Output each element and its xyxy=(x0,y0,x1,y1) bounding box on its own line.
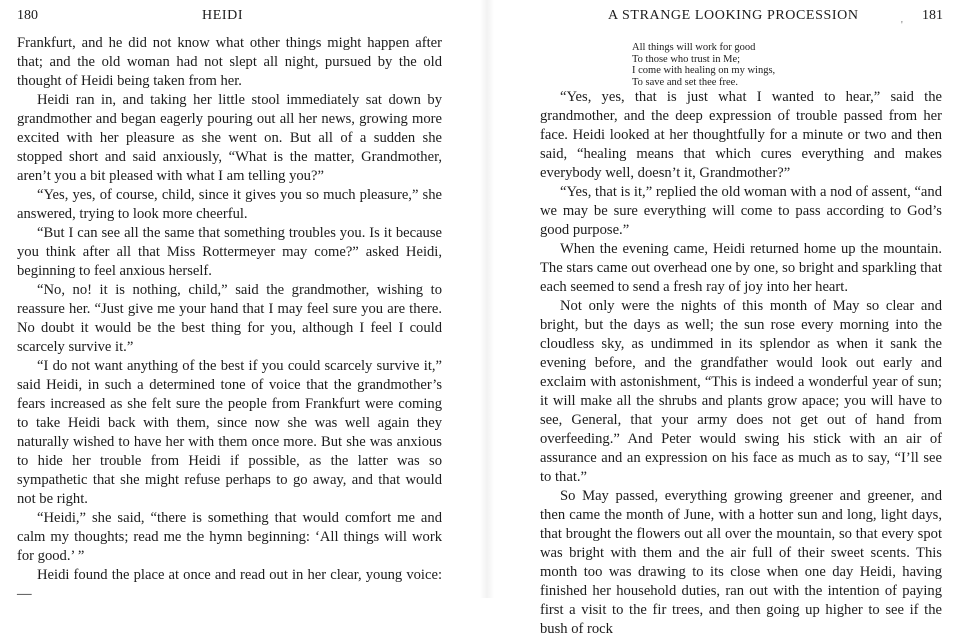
paragraph: “No, no! it is nothing, child,” said the grandmother, wishing to reassure her. “Just give me your hand that I may feel sure you are there. No doubt it would be the best thing for you, although I feel I could scarcely survive it.” xyxy=(17,282,442,355)
paragraph: Heidi found the place at once and read out in her clear, young voice:— xyxy=(17,567,442,602)
page-number: 181 xyxy=(922,8,943,23)
book-gutter xyxy=(480,0,494,598)
paragraph: “But I can see all the same that something troubles you. Is it because you think after all that Miss Rottermeyer may come?” asked Heidi, beginning to feel anxious herself. xyxy=(17,225,442,279)
paragraph: Heidi ran in, and taking her little stool immediately sat down by grandmother and began eagerly pouring out all her news, growing more excited with her pleasure as she went on. But all of a sudden she stopped short and said anxiously, “What is the matter, Grandmother, aren’t you a bit pleased with what I am telling you?” xyxy=(17,92,442,184)
paragraph: So May passed, everything growing greener and greener, and then came the month of June, with a hotter sun and long, light days, that brought the flowers out all over the mountain, so that every spot was bright with them and the air full of their sweet scents. This month too was drawing to its close when one day Heidi, having finished her household duties, ran out with the intention of paying first a visit to the fir trees, and then going up higher to see if the bush of rock xyxy=(540,488,942,637)
paragraph: Frankfurt, and he did not know what other things might happen after that; and the old woman had not slept all night, pursued by the old thought of Heidi being taken from her. xyxy=(17,35,442,89)
paragraph: “Yes, that is it,” replied the old woman with a nod of assent, “and we may be sure everything will come to pass according to God’s good purpose.” xyxy=(540,184,942,238)
hymn-line: I come with healing on my wings, xyxy=(632,65,776,76)
left-page xyxy=(0,0,470,602)
paragraph: When the evening came, Heidi returned home up the mountain. The stars came out overhead one by one, so bright and sparkling that each seemed to send a fresh ray of joy into her heart. xyxy=(540,241,942,295)
right-page xyxy=(506,0,954,637)
paragraph: “Yes, yes, of course, child, since it gives you so much pleasure,” she answered, trying to look more cheerful. xyxy=(17,187,442,222)
hymn-line: All things will work for good xyxy=(632,42,756,53)
hymn-verse xyxy=(632,42,775,88)
paragraph: “Yes, yes, that is just what I wanted to hear,” said the grandmother, and the deep expression of trouble passed from her face. Heidi looked at her thoughtfully for a minute or two and then said, “healing means that which cures everything and makes everybody well, doesn’t it, Grandmother?” xyxy=(540,89,942,181)
hymn-line: To save and set thee free. xyxy=(632,76,738,88)
paragraph: Not only were the nights of this month of May so clear and bright, but the days as well; the sun rose every morning into the cloudless sky, as undimmed in its splendor as when it sank the evening before, and the grandfather would look out early and exclaim with astonishment, “This is indeed a wonderful year of sun; it will make all the shrubs and plants grow apace; you will have to see, General, that your army does not get out of hand from overfeeding.” And Peter would swing his stick with an air of assurance and an expression on his face as much as to say, “I’ll see to that.” xyxy=(540,298,942,485)
paragraph: “I do not want anything of the best if you could scarcely survive it,” said Heidi, in such a determined tone of voice that the grandmother’s fears increased as she felt sure the people from Frankfurt were coming to take Heidi back with them, since now she was well again they naturally wished to have her with them once more. But she was anxious to hide her trouble from Heidi if possible, as the latter was so sympathetic that she might refuse perhaps to go away, and that would not be right. xyxy=(17,358,442,507)
stray-mark: ' xyxy=(901,20,903,31)
page-body xyxy=(17,34,442,604)
running-head: HEIDI xyxy=(202,8,244,23)
running-head: A STRANGE LOOKING PROCESSION xyxy=(608,8,859,23)
page-number: 180 xyxy=(17,8,38,23)
hymn-line: To those who trust in Me; xyxy=(632,53,741,65)
paragraph: “Heidi,” she said, “there is something that would comfort me and calm my thoughts; read me the hymn beginning: ‘All things will work for good.’ ” xyxy=(17,510,442,564)
page-body xyxy=(540,88,942,639)
